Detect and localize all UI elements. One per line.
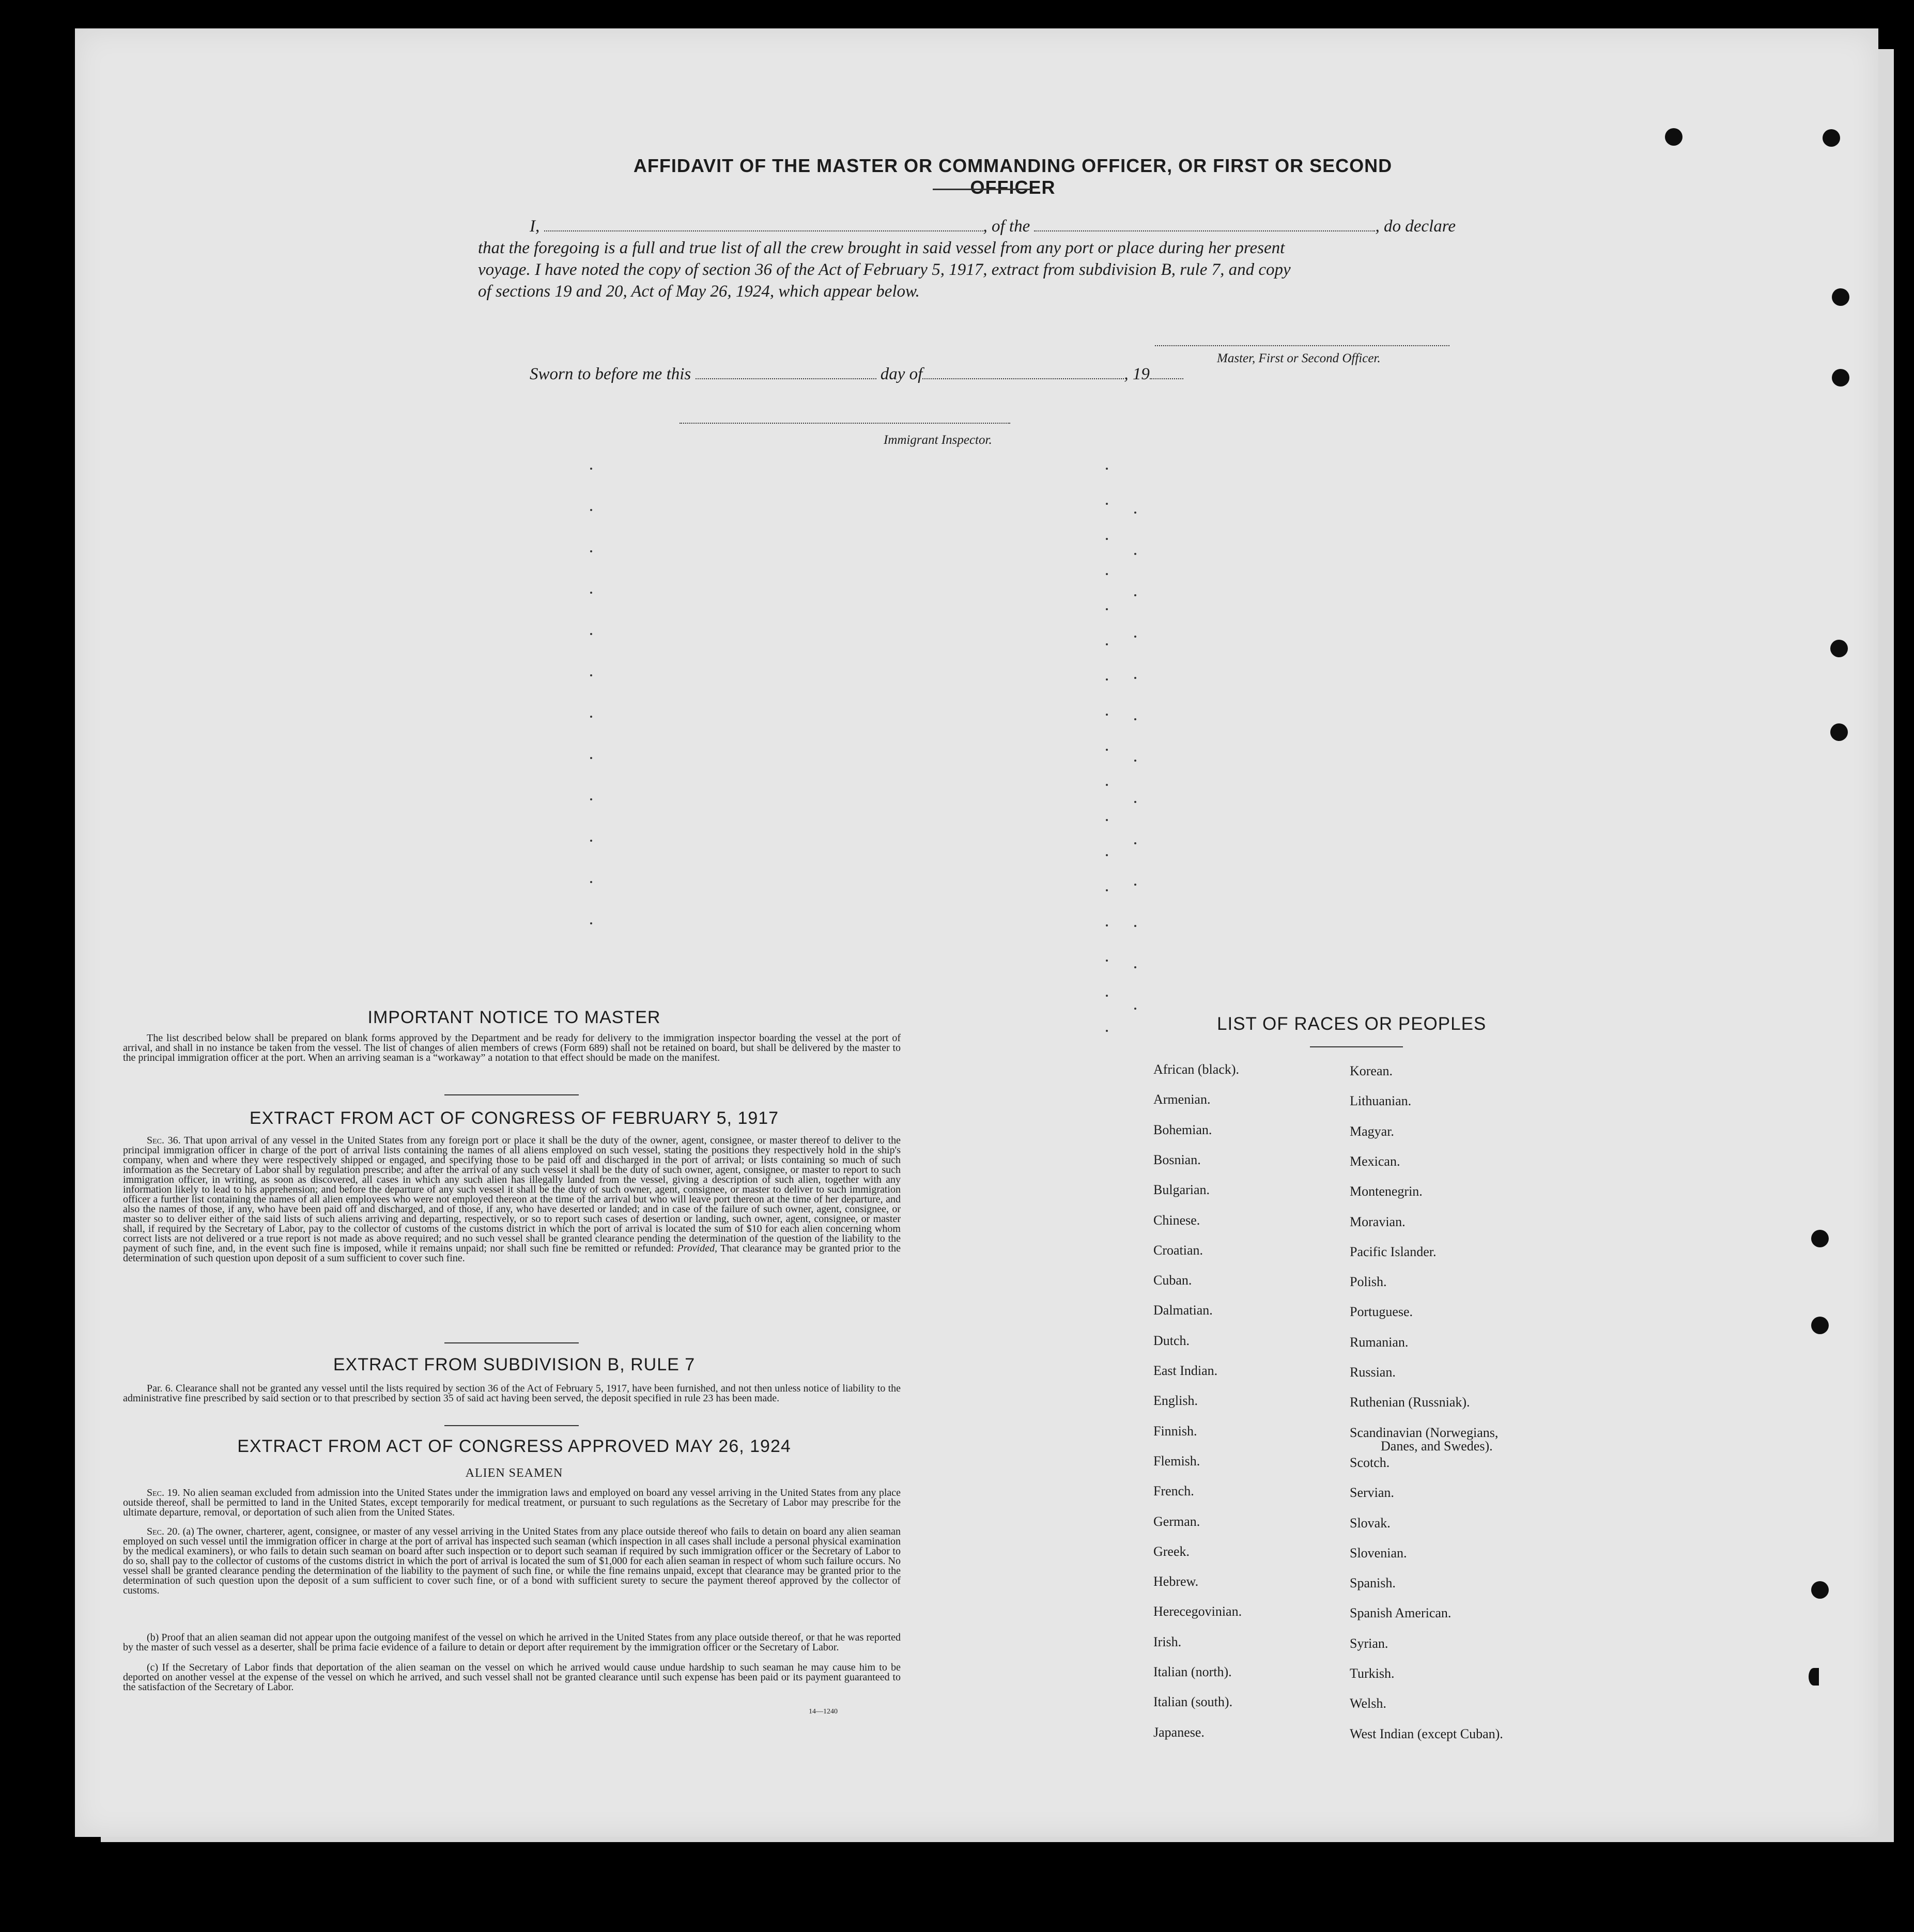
race-item: Italian (south). [1153, 1694, 1233, 1710]
punch-hole [1809, 1668, 1819, 1686]
extract-1917-text [123, 1136, 901, 1263]
scan-speck [590, 881, 592, 883]
race-item: Spanish American. [1350, 1605, 1452, 1621]
scan-speck [590, 840, 592, 842]
scan-speck [590, 633, 592, 635]
race-item: Servian. [1350, 1485, 1394, 1501]
vessel-blank[interactable] [1034, 219, 1375, 231]
master-signature-line[interactable] [1155, 345, 1449, 346]
proviso-label: Provided, [677, 1243, 717, 1254]
sec36-label: Sec. 36. [147, 1135, 181, 1146]
race-item: West Indian (except Cuban). [1350, 1726, 1503, 1741]
scan-speck [1134, 1008, 1136, 1010]
race-item: Slovenian. [1350, 1545, 1407, 1560]
race-item: Turkish. [1350, 1666, 1395, 1681]
race-item: Polish. [1350, 1274, 1387, 1290]
sec20c-text: (c) If the Secretary of Labor finds that deportation of the alien seaman on the vessel on which he arrived would cause undue hardship to such seaman he may cause him to be deported on another vessel at the expense of the vessel on which he arrived, and such vessel shall not be granted clearance until such expense has been paid or its payment guaranteed to the satisfaction of the Secretary of Labor. [123, 1662, 901, 1693]
scan-speck [1134, 553, 1136, 555]
scan-speck [1134, 966, 1136, 968]
rule7-title: EXTRACT FROM SUBDIVISION B, RULE 7 [333, 1355, 696, 1374]
scan-speck [1106, 1030, 1108, 1032]
scan-speck [1134, 512, 1136, 514]
punch-hole [1823, 129, 1840, 147]
extract-1917-title: EXTRACT FROM ACT OF CONGRESS OF FEBRUARY 5, 1917 [249, 1108, 779, 1128]
race-item: Spanish. [1350, 1575, 1396, 1591]
scan-speck [1106, 678, 1108, 681]
race-item: Dutch. [1153, 1333, 1190, 1348]
scan-speck [1134, 594, 1136, 596]
race-item: African (black). [1153, 1062, 1240, 1077]
sworn-label: Sworn to before me this [530, 365, 691, 383]
inspector-signature-line[interactable] [680, 423, 1010, 424]
scan-speck [590, 509, 592, 511]
race-item: Magyar. [1350, 1123, 1394, 1139]
scan-speck [590, 468, 592, 470]
punch-hole [1811, 1581, 1829, 1599]
punch-hole [1832, 288, 1849, 306]
race-item: Bulgarian. [1153, 1182, 1210, 1198]
punch-hole [1830, 723, 1848, 741]
scan-speck [1106, 608, 1108, 610]
scan-speck [1106, 573, 1108, 575]
race-item: Flemish. [1153, 1453, 1200, 1469]
race-item: Scotch. [1350, 1455, 1390, 1470]
punch-hole [1830, 640, 1848, 657]
race-item: French. [1153, 1483, 1194, 1499]
race-item: Bosnian. [1153, 1152, 1201, 1167]
punch-hole [1811, 1317, 1829, 1334]
divider-1 [444, 1094, 579, 1095]
race-item: East Indian. [1153, 1363, 1218, 1378]
race-item: English. [1153, 1393, 1198, 1409]
sec36-body: That upon arrival of any vessel in the United States from any foreign port or place it shall be the duty of the owner, agent, consignee, or master thereof to deliver to the principal immigration officer in charge of the port of arrival lists containing the names of all aliens employed on such vessel, stating the positions they respectively hold in the ship's company, when and where they were respectively shipped or engaged, and specifying those to be paid off and discharged in the port of arrival; or lists containing so much of such information as the Secretary of Labor shall by regulation prescribe; and after the arrival of any such vessel it shall be the duty of such owner, agent, consignee, or master to report to such immigration officer, in writing, as soon as discovered, all cases in which any such alien has illegally landed from the vessel, giving a description of such alien, together with any information likely to lead to his apprehension; and before the departure of any such vessel it shall be the duty of such owner, agent, consignee, or master to deliver to such immigration officer a further list containing the names of all alien employees who were not employed thereon at the time of the arrival but who will leave port thereon at the time of her departure, and also the names of those, if any, who have been paid off and discharged, and of those, if any, who have deserted or landed; and in case of the failure of such owner, agent, consignee, or master so to deliver either of the said lists of such aliens arriving and departing, respectively, or so to report such cases of desertion or landing, such owner, agent, consignee, or master shall, if required by the Secretary of Labor, pay to the collector of customs of the customs district in which the port of arrival is located the sum of $10 for each alien concerning whom correct lists are not delivered or a true report is not made as above required; and no such vessel shall be granted clearance pending the determination of the question of the liability to the payment of such fine, and, in the event such fine is imposed, while it remains unpaid; nor shall such fine be remitted or refunded: [123, 1135, 901, 1254]
scan-speck [1134, 718, 1136, 720]
sec19-label: Sec. 19. [147, 1487, 180, 1498]
race-item: Moravian. [1350, 1214, 1406, 1229]
scan-speck [1106, 749, 1108, 751]
scan-speck [1134, 884, 1136, 886]
scan-speck [1106, 854, 1108, 856]
scan-speck [590, 674, 592, 676]
name-blank[interactable] [544, 219, 983, 231]
sec19-text [123, 1488, 901, 1518]
scan-speck [590, 592, 592, 594]
race-item: Welsh. [1350, 1696, 1386, 1711]
sworn-month-blank[interactable] [922, 367, 1124, 379]
race-item-continuation: Danes, and Swedes). [1381, 1438, 1493, 1454]
punch-hole [1832, 369, 1849, 387]
sec20a-body: (a) The owner, charterer, agent, consignee, or master of any vessel arriving in the United States from any place outside thereof who fails to detain on board any alien seaman employed on such vessel until the immigration officer in charge at the port of arrival has inspected such seaman (which inspection in all cases shall include a personal physical examination by the medical examiners), or who fails to detain such seaman on board after such inspection or to deport such seaman if required by such immigration officer or the Secretary of Labor to do so, shall pay to the collector of customs of the customs district in which the port of arrival is located the sum of $1,000 for each alien seaman in respect of whom such failure occurs. No vessel shall be granted clearance pending the determination of the liability to the payment of such fine, or while the fine remains unpaid, except that clearance may be granted prior to the determination of such question upon the deposit of a sum sufficient to cover such fine, or of a bond with sufficient surety to secure the payment thereof approved by the collector of customs. [123, 1526, 901, 1596]
scan-speck [1134, 677, 1136, 679]
scan-speck [590, 922, 592, 924]
notice-text: The list described below shall be prepared on blank forms approved by the Department and be ready for delivery to the immigration inspector boarding the vessel at the port of arrival, and shall in no instance be taken from the vessel. The list of changes of alien members of crews (Form 689) shall not be retained on board, but shall be delivered by the master to the principal immigration officer at the port. When an arriving seaman is a “workaway” a notation to that effect should be made on the manifest. [123, 1032, 901, 1063]
day-of-label: day of [880, 365, 923, 383]
scan-speck [1106, 995, 1108, 997]
race-item: Greek. [1153, 1543, 1190, 1559]
proviso-body: That clearance may be granted prior to the determination of such question upon deposit of a sum sufficient to cover such fine. [123, 1243, 901, 1264]
punch-hole [1811, 1230, 1829, 1247]
race-item: Armenian. [1153, 1092, 1211, 1107]
scan-speck [1134, 801, 1136, 803]
sworn-line [530, 365, 1183, 384]
punch-hole [1665, 128, 1683, 146]
race-item: Bohemian. [1153, 1122, 1212, 1137]
sec20a-text [123, 1527, 901, 1596]
race-item: Herecegovinian. [1153, 1604, 1242, 1619]
divider-2 [444, 1342, 579, 1343]
race-item: Cuban. [1153, 1273, 1192, 1288]
race-item: Italian (north). [1153, 1664, 1232, 1679]
alien-seamen-subtitle: ALIEN SEAMEN [465, 1466, 563, 1480]
scan-speck [1134, 925, 1136, 927]
scan-speck [1106, 889, 1108, 891]
sworn-year-blank[interactable] [1150, 367, 1183, 379]
scan-speck [590, 757, 592, 759]
rule7-text: Par. 6. Clearance shall not be granted any vessel until the lists required by section 36 of the Act of February 5, 1917, have been furnished, and not then unless notice of liability to the administrative fine prescribed by said section or to that prescribed by section 35 of said act having been served, the deposit specified in rule 23 has been made. [123, 1383, 901, 1404]
sec20b-text: (b) Proof that an alien seaman did not appear upon the outgoing manifest of the vessel on which he arrived in the United States from any place outside thereof, or that he was reported by the master of such vessel as a deserter, shall be prima facie evidence of a failure to detain or deport after requirement by the immigration officer or the Secretary of Labor. [123, 1632, 901, 1653]
race-item: Finnish. [1153, 1423, 1197, 1439]
race-item: Japanese. [1153, 1724, 1205, 1740]
scan-speck [1134, 842, 1136, 844]
sec20-label: Sec. 20. [147, 1526, 180, 1537]
race-item: Dalmatian. [1153, 1303, 1213, 1318]
race-item: Rumanian. [1350, 1334, 1409, 1350]
scan-speck [1106, 714, 1108, 716]
form-number: 14—1240 [809, 1708, 838, 1715]
race-item: Pacific Islander. [1350, 1244, 1437, 1259]
race-item: Chinese. [1153, 1212, 1200, 1228]
race-item: Russian. [1350, 1365, 1396, 1380]
affidavit-i: I, [530, 217, 540, 236]
scan-speck [590, 798, 592, 800]
scan-speck [1106, 924, 1108, 926]
race-item: German. [1153, 1513, 1200, 1529]
year-label: , 19 [1124, 365, 1150, 383]
scan-speck [1106, 819, 1108, 821]
scan-speck [590, 716, 592, 718]
scan-speck [1106, 960, 1108, 962]
title-divider [933, 189, 1031, 190]
race-item: Irish. [1153, 1634, 1182, 1649]
scan-speck [1106, 468, 1108, 470]
race-item: Croatian. [1153, 1242, 1203, 1258]
affidavit-line-2: that the foregoing is a full and true list of all the crew brought in said vessel from any port or place during her present [478, 239, 1285, 257]
scan-speck [1134, 636, 1136, 638]
inspector-caption: Immigrant Inspector. [884, 433, 992, 447]
race-item: Mexican. [1350, 1153, 1400, 1169]
affidavit-line-4: of sections 19 and 20, Act of May 26, 1924, which appear below. [478, 282, 920, 301]
scan-speck [1106, 643, 1108, 645]
races-title: LIST OF RACES OR PEOPLES [1217, 1014, 1487, 1034]
scan-speck [590, 550, 592, 552]
affidavit-line-3: voyage. I have noted the copy of section 36 of the Act of February 5, 1917, extract from subdivision B, rule 7, and copy [478, 260, 1291, 279]
race-item: Ruthenian (Russniak). [1350, 1395, 1470, 1410]
race-item: Korean. [1350, 1063, 1393, 1078]
divider-3 [444, 1425, 579, 1426]
affidavit-declare: , do declare [1375, 217, 1456, 236]
race-item: Lithuanian. [1350, 1093, 1412, 1109]
scan-speck [1106, 538, 1108, 540]
race-item: Hebrew. [1153, 1574, 1199, 1589]
race-item: Portuguese. [1350, 1304, 1413, 1320]
race-item: Montenegrin. [1350, 1184, 1423, 1199]
notice-title: IMPORTANT NOTICE TO MASTER [367, 1008, 661, 1027]
affidavit-title: AFFIDAVIT OF THE MASTER OR COMMANDING OFFICER, OR FIRST OR SECOND OFFICER [633, 155, 1393, 198]
sworn-day-blank[interactable] [696, 367, 876, 379]
scan-speck [1134, 760, 1136, 762]
affidavit-of-the: , of the [983, 217, 1030, 236]
races-divider [1310, 1046, 1403, 1047]
scan-speck [1106, 503, 1108, 505]
sec19-body: No alien seaman excluded from admission into the United States under the immigration laws and employed on board any vessel arriving in the United States from any place outside thereof, shall be permitted to land in the United States, except temporarily for medical treatment, or pursuant to such regulations as the Secretary of Labor may prescribe for the ultimate departure, removal, or deportation of such alien from the United States. [123, 1487, 901, 1518]
race-item: Scandinavian (Norwegians, [1350, 1425, 1499, 1440]
affidavit-line-1 [530, 217, 1456, 236]
race-item: Slovak. [1350, 1515, 1391, 1531]
scan-speck [1106, 784, 1108, 786]
master-caption: Master, First or Second Officer. [1217, 351, 1381, 365]
race-item: Syrian. [1350, 1635, 1388, 1651]
extract-1924-title: EXTRACT FROM ACT OF CONGRESS APPROVED MAY 26, 1924 [237, 1436, 791, 1456]
